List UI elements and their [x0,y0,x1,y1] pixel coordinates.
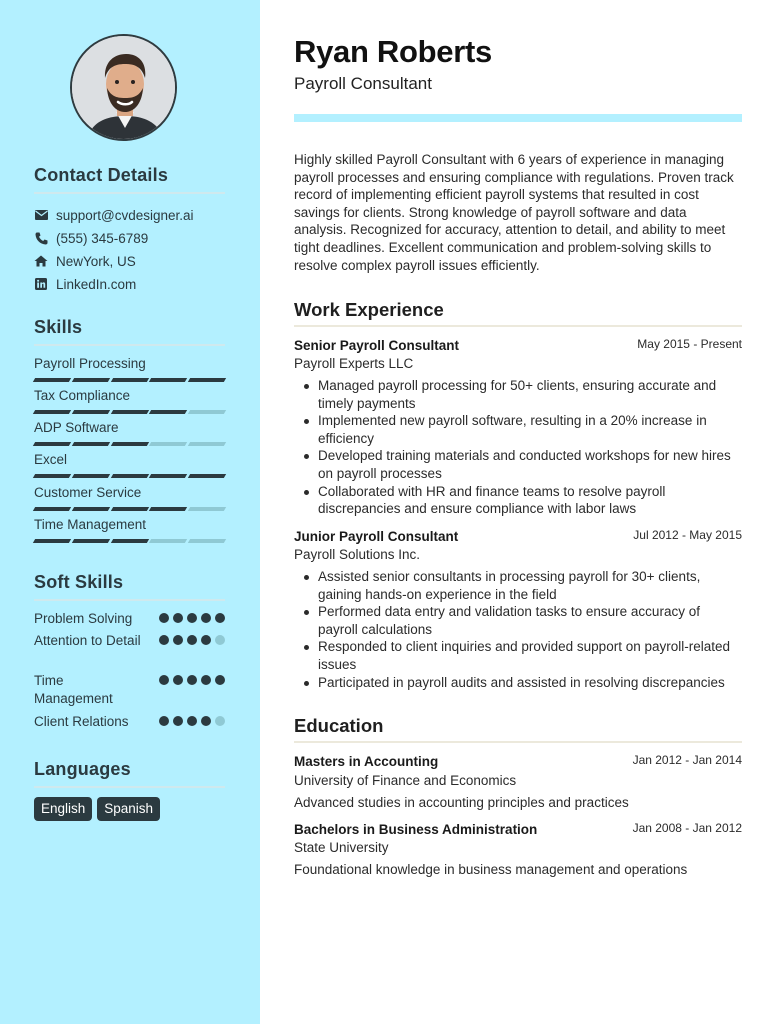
rating-dot [173,675,183,685]
skill-label: Excel [34,452,68,467]
job-title: Junior Payroll Consultant [294,529,459,544]
rating-dot [187,635,197,645]
skill-item [34,516,225,543]
level-segment [110,474,148,478]
edu-dates: Jan 2008 - Jan 2012 [632,821,742,835]
skill-level-bar [34,474,225,478]
soft-skill-label: Time Management [34,673,113,706]
edu-school: State University [294,840,389,855]
level-segment [33,442,71,446]
level-segment [33,507,71,511]
job-bullet: Developed training materials and conducted workshops for new hires on payroll processes [294,447,742,482]
skill-level-bar [34,442,225,446]
rating-dot [187,613,197,623]
soft-skill-item [34,610,225,628]
rating-dot [201,716,211,726]
skill-item [34,451,225,478]
soft-skill-label: Client Relations [34,714,129,729]
edu-degree: Masters in Accounting [294,754,439,769]
skill-label: Customer Service [34,485,142,500]
candidate-role: Payroll Consultant [294,74,432,93]
soft-skill-label: Attention to Detail [34,633,141,648]
work-experience-divider [294,325,742,327]
level-segment [110,442,148,446]
education-heading: Education [294,715,384,736]
soft-skills-heading: Soft Skills [34,572,124,592]
level-segment [188,410,226,414]
edu-description: Advanced studies in accounting principles and practices [294,795,629,810]
languages-list [34,797,160,821]
skill-item [34,355,225,382]
soft-skill-label: Problem Solving [34,611,133,626]
language-badge: English [34,797,92,821]
skill-level-bar [34,378,225,382]
linkedin-icon [34,277,48,291]
soft-skill-rating [159,716,225,726]
job-bullet: Responded to client inquiries and provided support on payroll-related issues [294,638,742,673]
job-bullets [294,377,742,518]
contact-heading: Contact Details [34,165,169,185]
level-segment [188,378,226,382]
education-divider [294,741,742,743]
rating-dot [159,635,169,645]
phone-icon [34,231,48,245]
contact-linkedin[interactable] [34,275,136,293]
level-segment [72,474,110,478]
level-segment [188,539,226,543]
rating-dot [187,675,197,685]
level-segment [72,378,110,382]
skill-label: Time Management [34,517,147,532]
candidate-name: Ryan Roberts [294,34,492,69]
level-segment [33,410,71,414]
sidebar [0,0,260,1024]
job-bullet: Assisted senior consultants in processing payroll for 30+ clients, gaining hands-on experience in the field [294,568,742,603]
level-segment [33,378,71,382]
edu-description: Foundational knowledge in business management and operations [294,862,688,877]
main-content [260,0,776,1024]
edu-school: University of Finance and Economics [294,773,517,788]
job-company: Payroll Experts LLC [294,356,414,371]
job-bullet: Collaborated with HR and finance teams to resolve payroll discrepancies and ensure compliance with labor laws [294,483,742,518]
rating-dot [173,635,183,645]
contact-location-text: NewYork, US [56,253,136,269]
job-company: Payroll Solutions Inc. [294,547,421,562]
level-segment [149,442,187,446]
contact-linkedin-text: LinkedIn.com [56,276,137,292]
level-segment [110,410,148,414]
level-segment [188,442,226,446]
level-segment [149,410,187,414]
level-segment [72,442,110,446]
level-segment [72,507,110,511]
skill-label: Tax Compliance [34,388,131,403]
soft-skill-rating [159,613,225,623]
level-segment [188,507,226,511]
rating-dot [215,613,225,623]
level-segment [149,474,187,478]
skill-item [34,387,225,414]
rating-dot [215,716,225,726]
level-segment [110,378,148,382]
job-bullet: Implemented new payroll software, resulting in a 20% increase in efficiency [294,412,742,447]
soft-skill-rating [159,635,225,645]
level-segment [72,410,110,414]
email-icon [34,208,48,222]
job-dates: May 2015 - Present [637,337,742,351]
contact-location [34,252,136,270]
header-accent-bar [294,114,742,122]
contact-email-text: support@cvdesigner.ai [56,207,194,223]
level-segment [149,539,187,543]
level-segment [188,474,226,478]
contact-email[interactable] [34,206,194,224]
profile-summary: Highly skilled Payroll Consultant with 6 years of experience in managing payroll processes and ensuring compliance with regulations. Proven track record of implementing efficient payroll systems that resulted in cost savings for clients. Strong knowledge of payroll software and data analysis. Recognized for accuracy, attention to detail, and ability to meet tight deadlines. Excellent communication and problem-solving skills to resolve complex payroll issues efficiently. [294,152,734,273]
soft-skill-item [34,672,225,708]
level-segment [110,507,148,511]
profile-photo [72,36,177,141]
job-dates: Jul 2012 - May 2015 [633,528,742,542]
work-experience-heading: Work Experience [294,299,444,320]
job-bullet: Participated in payroll audits and assisted in resolving discrepancies [294,674,742,692]
level-segment [33,474,71,478]
edu-dates: Jan 2012 - Jan 2014 [632,753,742,767]
skill-level-bar [34,410,225,414]
rating-dot [159,675,169,685]
job-bullet: Managed payroll processing for 50+ clients, ensuring accurate and timely payments [294,377,742,412]
job-bullet: Performed data entry and validation tasks to ensure accuracy of payroll calculations [294,603,742,638]
skill-level-bar [34,507,225,511]
skill-item [34,484,225,511]
job-title: Senior Payroll Consultant [294,338,460,353]
languages-heading: Languages [34,759,131,779]
level-segment [72,539,110,543]
level-segment [149,507,187,511]
skill-label: Payroll Processing [34,356,146,371]
level-segment [33,539,71,543]
languages-divider [34,786,225,788]
skill-level-bar [34,539,225,543]
avatar [70,34,177,141]
job-bullets [294,568,742,691]
contact-phone[interactable] [34,229,148,247]
contact-divider [34,192,225,194]
rating-dot [215,675,225,685]
rating-dot [173,613,183,623]
rating-dot [173,716,183,726]
skills-divider [34,344,225,346]
skill-item [34,419,225,446]
soft-skill-item [34,632,225,650]
soft-skill-rating [159,675,225,685]
home-icon [34,254,48,268]
edu-degree: Bachelors in Business Administration [294,822,538,837]
rating-dot [215,635,225,645]
level-segment [149,378,187,382]
rating-dot [201,613,211,623]
rating-dot [159,716,169,726]
rating-dot [159,613,169,623]
soft-skill-item [34,713,225,731]
rating-dot [187,716,197,726]
language-badge: Spanish [97,797,160,821]
skill-label: ADP Software [34,420,119,435]
soft-skills-divider [34,599,225,601]
skills-heading: Skills [34,317,83,337]
rating-dot [201,635,211,645]
contact-phone-text: (555) 345-6789 [56,230,149,246]
level-segment [110,539,148,543]
rating-dot [201,675,211,685]
